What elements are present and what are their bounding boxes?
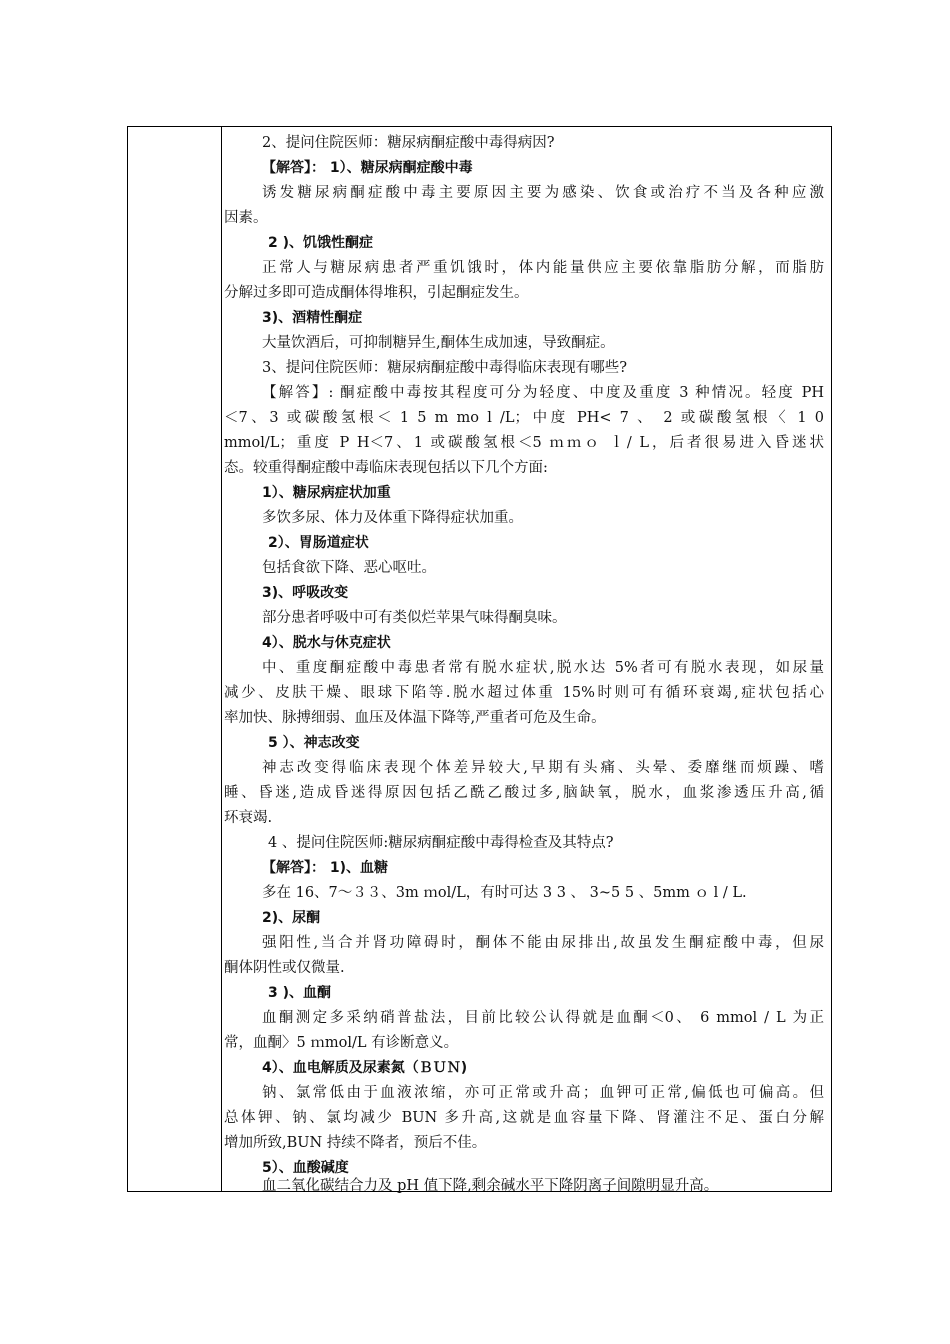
paragraph-line: 分解过多即可造成酮体得堆积，引起酮症发生。 bbox=[224, 285, 529, 301]
subheading: 2 )、饥饿性酮症 bbox=[268, 235, 374, 251]
paragraph-line: 率加快、脉搏细弱、血压及体温下降等,严重者可危及生命。 bbox=[224, 710, 606, 726]
subheading: 1）、糖尿病症状加重 bbox=[262, 485, 391, 501]
paragraph-line: 总体钾、钠、氯均减少 BUN 多升高,这就是血容量下降、肾灌注不足、蛋白分解 bbox=[224, 1110, 824, 1126]
paragraph-line: 血酮测定多采纳硝普盐法，目前比较公认得就是血酮＜0、 6 mmol / L 为正 bbox=[262, 1010, 824, 1026]
paragraph-line: 包括食欲下降、恶心呕吐。 bbox=[262, 560, 436, 576]
document-table bbox=[127, 126, 832, 1192]
question-3: 3、提问住院医师：糖尿病酮症酸中毒得临床表现有哪些? bbox=[262, 360, 627, 376]
paragraph-line: mmol/L；重度 P H＜7、1 或碳酸氢根＜5 ｍｍｏ ｌ/ L，后者很易进入昏迷状 bbox=[224, 435, 824, 451]
paragraph-line: 血二氧化碳结合力及 pH 值下降,剩余碱水平下降阴离子间隙明显升高。 bbox=[262, 1178, 719, 1194]
paragraph-line: 中、重度酮症酸中毒患者常有脱水症状,脱水达 5%者可有脱水表现，如尿量 bbox=[262, 660, 824, 676]
table-left-column bbox=[128, 127, 222, 1191]
paragraph-line: 增加所致,BUN 持续不降者，预后不佳。 bbox=[224, 1135, 487, 1151]
question-2: 2、提问住院医师：糖尿病酮症酸中毒得病因? bbox=[262, 135, 555, 151]
subheading: 3)、酒精性酮症 bbox=[262, 310, 363, 326]
paragraph-line: 态。较重得酮症酸中毒临床表现包括以下几个方面: bbox=[224, 460, 548, 476]
subheading: 5）、血酸碱度 bbox=[262, 1160, 349, 1176]
paragraph-line: 诱发糖尿病酮症酸中毒主要原因主要为感染、饮食或治疗不当及各种应激 bbox=[262, 185, 824, 201]
paragraph-line: 神志改变得临床表现个体差异较大,早期有头痛、头晕、委靡继而烦躁、嗜 bbox=[262, 760, 824, 776]
paragraph-line: 部分患者呼吸中可有类似烂苹果气味得酮臭味。 bbox=[262, 610, 567, 626]
paragraph-line: 酮体阴性或仅微量. bbox=[224, 960, 345, 976]
paragraph-line: 常，血酮〉5 ｍmol/L 有诊断意义。 bbox=[224, 1035, 459, 1051]
paragraph-line: 大量饮酒后，可抑制糖异生,酮体生成加速，导致酮症。 bbox=[262, 335, 615, 351]
paragraph-line: 【解答】: 酮症酸中毒按其程度可分为轻度、中度及重度 3 种情况。轻度 PH bbox=[262, 385, 824, 401]
paragraph-line: 睡、昏迷,造成昏迷得原因包括乙酰乙酸过多,脑缺氧，脱水，血浆渗透压升高,循 bbox=[224, 785, 824, 801]
paragraph-line: 正常人与糖尿病患者严重饥饿时，体内能量供应主要依靠脂肪分解，而脂肪 bbox=[262, 260, 824, 276]
question-4: 4 、提问住院医师:糖尿病酮症酸中毒得检查及其特点? bbox=[268, 835, 614, 851]
subheading: 3 )、血酮 bbox=[268, 985, 332, 1001]
answer-heading: 【解答】： 1）、糖尿病酮症酸中毒 bbox=[262, 160, 473, 176]
answer-heading: 【解答】： 1)、血糖 bbox=[262, 860, 389, 876]
paragraph-line: 环衰竭. bbox=[224, 810, 273, 826]
paragraph-line: 强阳性,当合并肾功障碍时，酮体不能由尿排出,故虽发生酮症酸中毒，但尿 bbox=[262, 935, 824, 951]
paragraph-line: 多在 16、7～３３、3m ｍol/L，有时可达 3 3 、 3~5 5 、5mm ｏ l / L. bbox=[262, 885, 747, 901]
paragraph-line: 钠、氯常低由于血液浓缩，亦可正常或升高；血钾可正常,偏低也可偏高。但 bbox=[262, 1085, 824, 1101]
subheading: 4）、血电解质及尿素氮（ＢＵＮ) bbox=[262, 1060, 468, 1076]
paragraph-line: 多饮多尿、体力及体重下降得症状加重。 bbox=[262, 510, 523, 526]
paragraph-line: 减少、皮肤干燥、眼球下陷等.脱水超过体重 15%时则可有循环衰竭,症状包括心 bbox=[224, 685, 824, 701]
paragraph-line: 因素。 bbox=[224, 210, 268, 226]
subheading: 2）、胃肠道症状 bbox=[268, 535, 369, 551]
subheading: 3)、呼吸改变 bbox=[262, 585, 349, 601]
paragraph-line: ＜7、3 或碳酸氢根＜ 1 5 m mo l /L；中度 PH< 7 、 2 或碳酸氢根〈 1 0 bbox=[224, 410, 824, 426]
subheading: 2)、尿酮 bbox=[262, 910, 321, 926]
subheading: 4）、脱水与休克症状 bbox=[262, 635, 391, 651]
subheading: 5 ）、神志改变 bbox=[268, 735, 360, 751]
